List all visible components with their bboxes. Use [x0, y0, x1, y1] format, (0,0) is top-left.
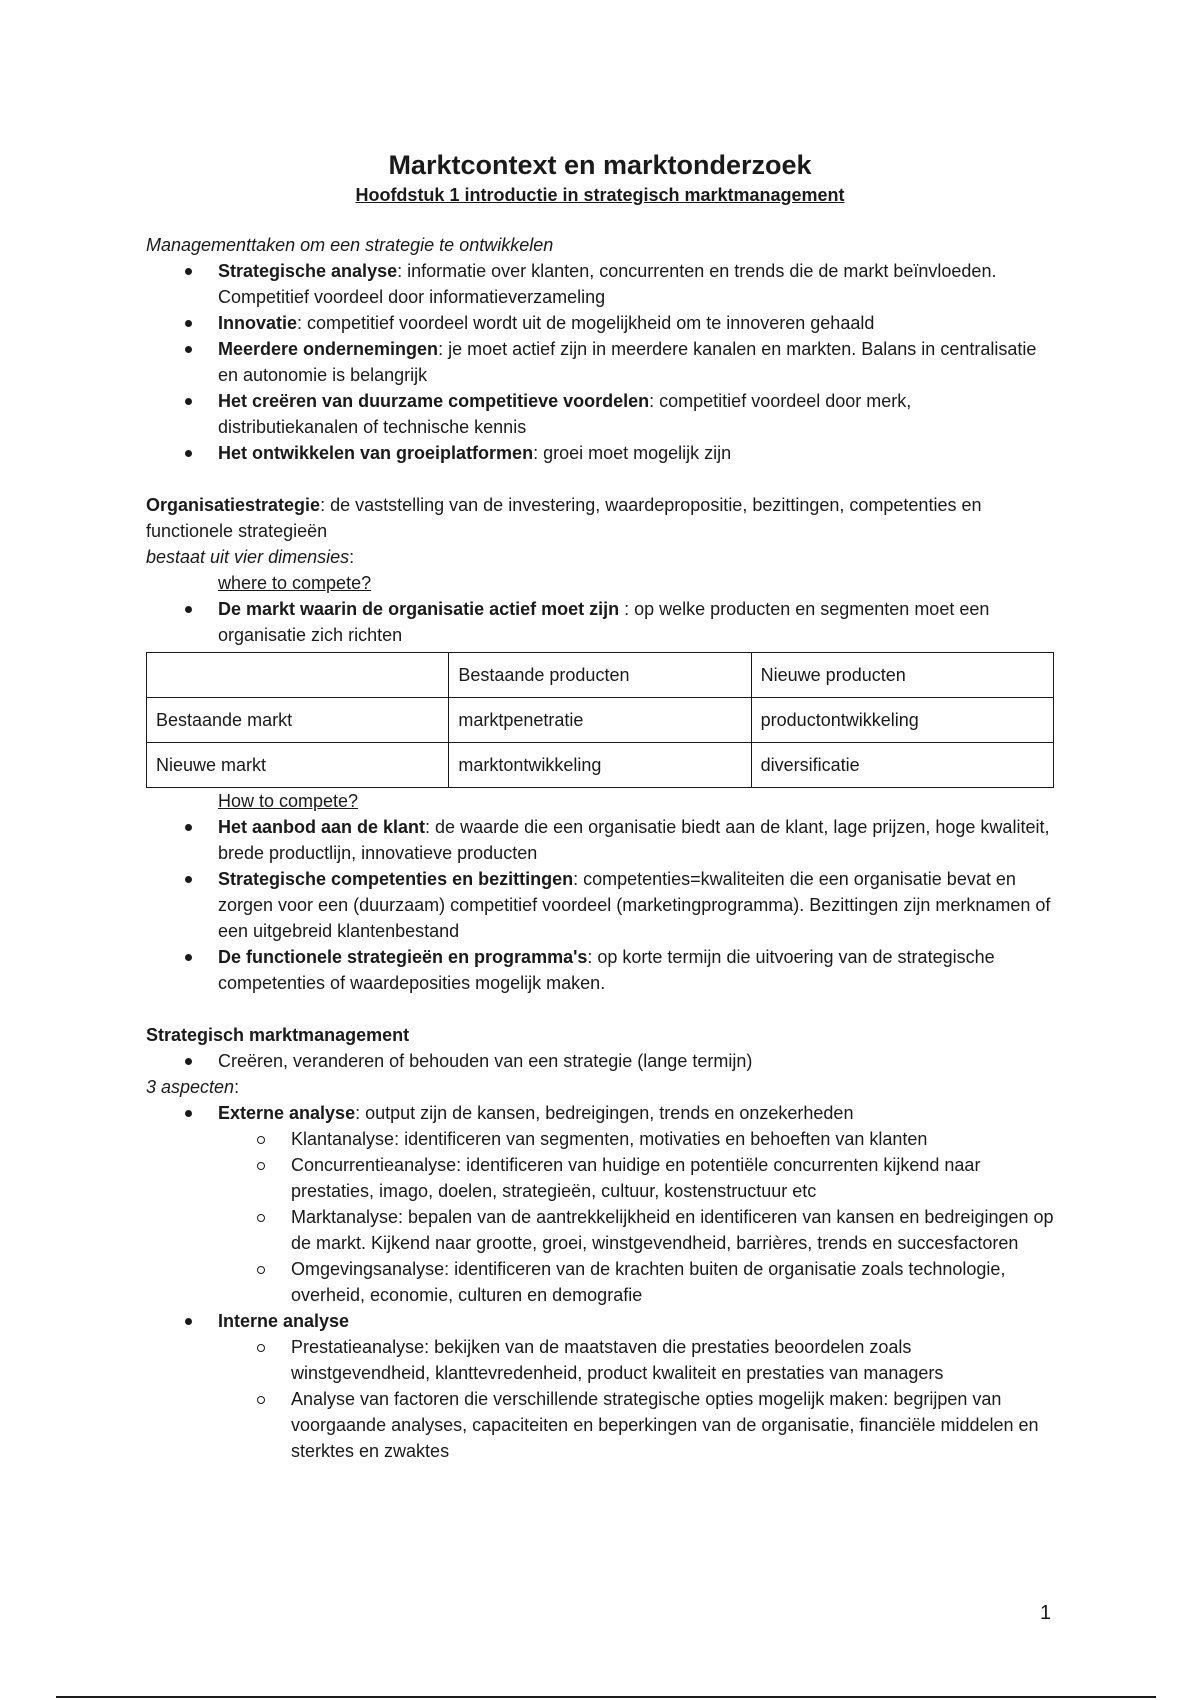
- table-cell: Nieuwe producten: [751, 653, 1053, 698]
- aspecten-list-2: [146, 1308, 1054, 1334]
- table-cell: Bestaande markt: [147, 698, 449, 743]
- section-heading-strategisch-marktmanagement: Strategisch marktmanagement: [146, 1025, 410, 1045]
- how-to-compete-list: [146, 814, 1054, 996]
- item-term: De markt waarin de organisatie actief moet zijn: [218, 599, 620, 619]
- table-cell: productontwikkeling: [751, 698, 1053, 743]
- ansoff-matrix-table: [146, 652, 1054, 788]
- page-bottom-rule: [56, 1696, 1156, 1698]
- table-cell: marktontwikkeling: [449, 743, 751, 788]
- item-text: : de waarde die een organisatie biedt aan de klant, lage prijzen, hoge kwaliteit, brede productlijn, innovatieve producten: [218, 817, 1050, 863]
- item-text: : groei moet mogelijk zijn: [533, 443, 732, 463]
- interne-analyse-sublist: [146, 1334, 1054, 1464]
- list-item: [146, 440, 1054, 466]
- item-text: : competitief voordeel door merk, distributiekanalen of technische kennis: [218, 391, 912, 437]
- table-cell: Bestaande producten: [449, 653, 751, 698]
- table-row: [147, 698, 1054, 743]
- section-heading-managementtaken: Managementtaken om een strategie te ontwikkelen: [146, 235, 554, 255]
- list-item: [146, 866, 1054, 944]
- item-term: Strategische competenties en bezittingen: [218, 869, 574, 889]
- list-item: [146, 814, 1054, 866]
- document-page: [146, 140, 1054, 1464]
- item-text: : competitief voordeel wordt uit de mogelijkheid om te innoveren gehaald: [297, 313, 875, 333]
- dimensies-heading: bestaat uit vier dimensies:: [146, 547, 355, 567]
- item-term: Meerdere ondernemingen: [218, 339, 439, 359]
- marktmanagement-list: [146, 1048, 1054, 1074]
- aspecten-heading: 3 aspecten:: [146, 1077, 240, 1097]
- item-text: : informatie over klanten, concurrenten en trends die de markt beïnvloeden. Competitief voordeel door informatieverzameling: [218, 261, 997, 307]
- list-item: [146, 596, 1054, 648]
- list-item: [146, 944, 1054, 996]
- table-cell: Nieuwe markt: [147, 743, 449, 788]
- externe-analyse-sublist: [146, 1126, 1054, 1308]
- item-term: Externe analyse: [218, 1103, 356, 1123]
- paragraph-text: : de vaststelling van de investering, waardepropositie, bezittingen, competenties en functionele strategieën: [146, 495, 982, 541]
- sub-list-item: Concurrentieanalyse: identificeren van huidige en potentiële concurrenten kijkend naar prestaties, imago, doelen, strategieën, cultuur, kostenstructuur etc: [146, 1152, 1054, 1204]
- aspecten-list: [146, 1100, 1054, 1126]
- table-header-row: [147, 653, 1054, 698]
- where-to-compete-list: [146, 596, 1054, 648]
- list-item: Creëren, veranderen of behouden van een strategie (lange termijn): [146, 1048, 1054, 1074]
- list-item: [146, 258, 1054, 310]
- sub-list-item: Klantanalyse: identificeren van segmenten, motivaties en behoeften van klanten: [146, 1126, 1054, 1152]
- list-item: [146, 336, 1054, 388]
- page-number: 1: [1040, 1602, 1052, 1624]
- table-cell: marktpenetratie: [449, 698, 751, 743]
- item-term: Innovatie: [218, 313, 298, 333]
- sub-list-item: Marktanalyse: bepalen van de aantrekkelijkheid en identificeren van kansen en bedreigingen op de markt. Kijkend naar grootte, groei, winstgevendheid, barrières, trends en succesfactoren: [146, 1204, 1054, 1256]
- how-to-compete-label: How to compete?: [218, 791, 359, 811]
- sub-list-item: Prestatieanalyse: bekijken van de maatstaven die prestaties beoordelen zoals winstgevendheid, klanttevredenheid, product kwaliteit en prestaties van managers: [146, 1334, 1054, 1386]
- sub-list-item: Omgevingsanalyse: identificeren van de krachten buiten de organisatie zoals technologie, overheid, economie, culturen en demografie: [146, 1256, 1054, 1308]
- table-cell: [147, 653, 449, 698]
- table-row: [147, 743, 1054, 788]
- item-text: : op welke producten en segmenten moet een organisatie zich richten: [218, 599, 990, 645]
- list-item-interne-analyse: [146, 1308, 1054, 1334]
- paragraph-term: Organisatiestrategie: [146, 495, 321, 515]
- organisatiestrategie-paragraph: [146, 492, 1054, 544]
- where-to-compete-label: where to compete?: [218, 573, 372, 593]
- item-text: : output zijn de kansen, bedreigingen, trends en onzekerheden: [355, 1103, 854, 1123]
- managementtaken-list: [146, 258, 1054, 466]
- sub-list-item: Analyse van factoren die verschillende strategische opties mogelijk maken: begrijpen van voorgaande analyses, capaciteiten en beperkingen van de organisatie, financiële middelen en sterktes en zwaktes: [146, 1386, 1054, 1464]
- list-item-externe-analyse: [146, 1100, 1054, 1126]
- table-cell: diversificatie: [751, 743, 1053, 788]
- document-subtitle: Hoofdstuk 1 introductie in strategisch marktmanagement: [355, 185, 845, 205]
- item-term: Het creëren van duurzame competitieve voordelen: [218, 391, 650, 411]
- item-text: : je moet actief zijn in meerdere kanalen en markten. Balans in centralisatie en autonomie is belangrijk: [218, 339, 1037, 385]
- item-text: : competenties=kwaliteiten die een organisatie bevat en zorgen voor een (duurzaam) competitief voordeel (marketingprogramma). Bezittingen zijn merknamen of een uitgebreid klantenbestand: [218, 869, 1051, 941]
- item-term: Interne analyse: [218, 1311, 350, 1331]
- item-term: De functionele strategieën en programma's: [218, 947, 588, 967]
- list-item: [146, 310, 1054, 336]
- item-term: Strategische analyse: [218, 261, 398, 281]
- list-item: [146, 388, 1054, 440]
- item-text: : op korte termijn die uitvoering van de strategische competenties of waardeposities mogelijk maken.: [218, 947, 995, 993]
- document-title: Marktcontext en marktonderzoek: [388, 150, 812, 180]
- item-term: Het aanbod aan de klant: [218, 817, 426, 837]
- item-term: Het ontwikkelen van groeiplatformen: [218, 443, 534, 463]
